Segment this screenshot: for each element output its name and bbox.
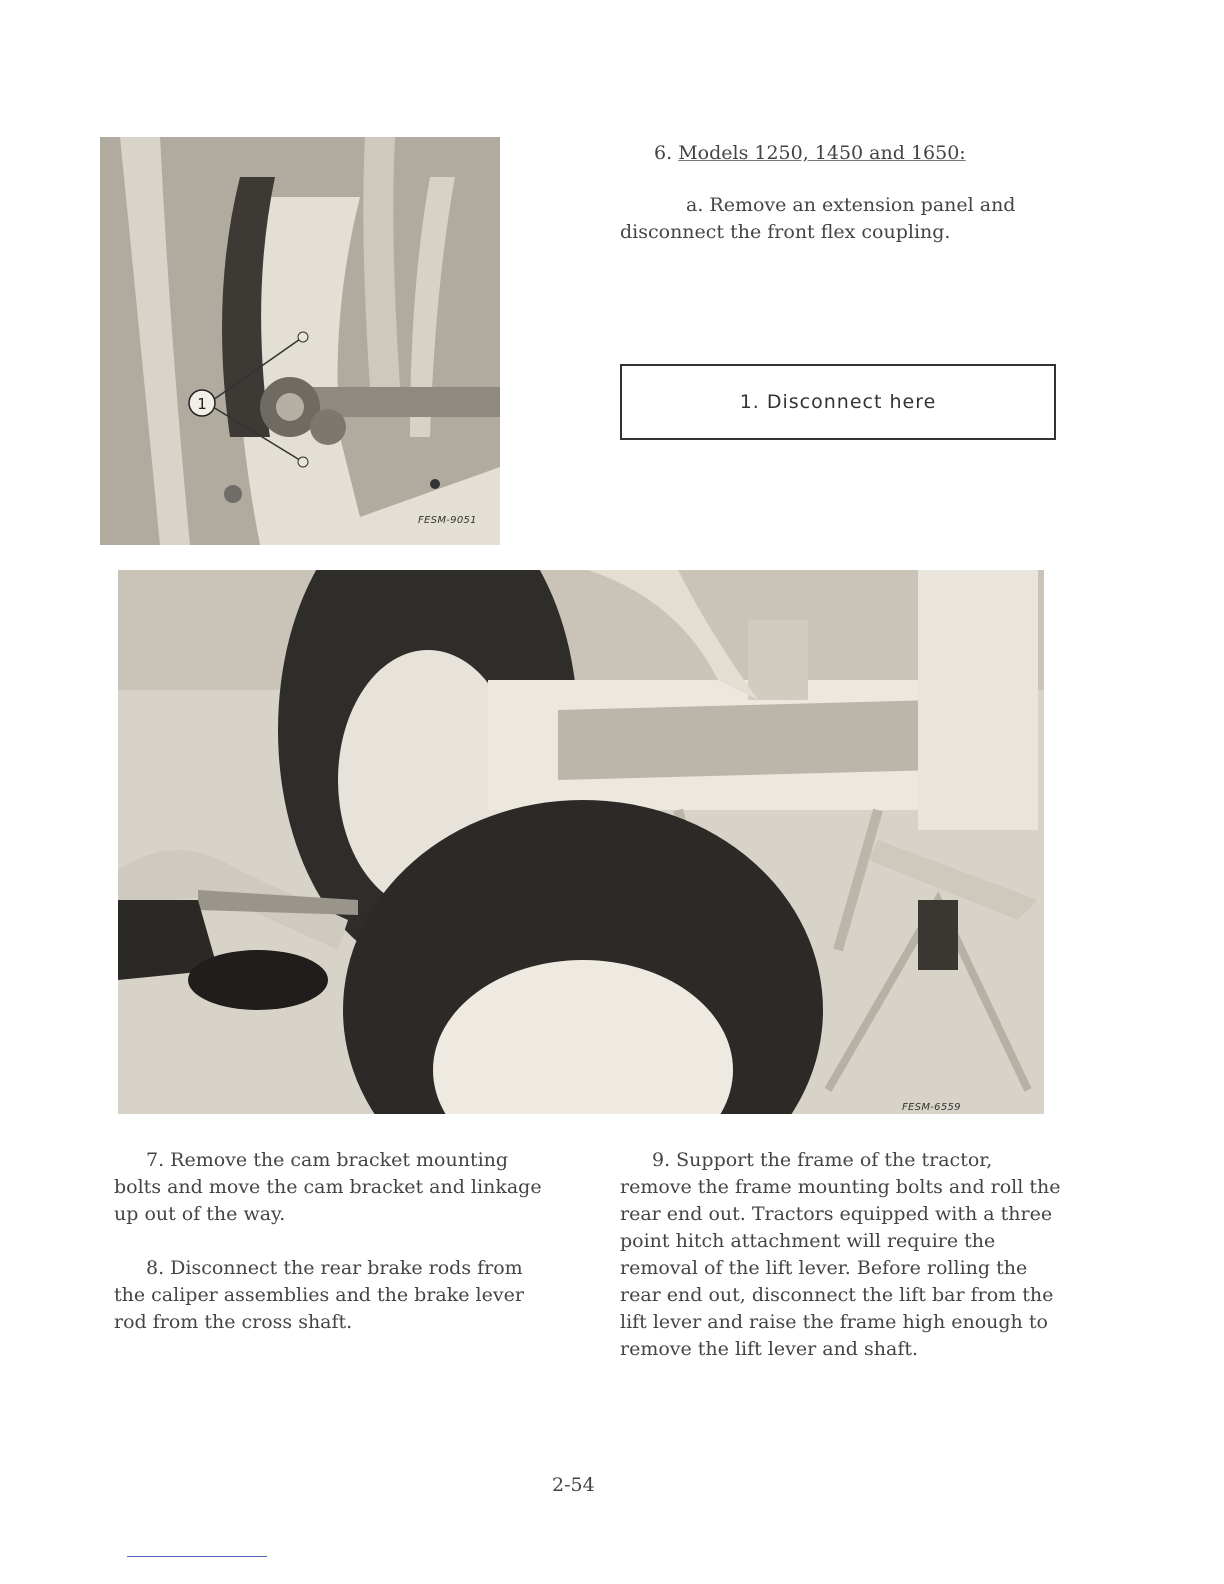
step-8 xyxy=(114,1255,524,1336)
callout-box xyxy=(620,364,1056,440)
figure-2-illustration xyxy=(118,570,1044,1114)
step-7-text: 7. Remove the cam bracket mounting bolts and move the cam bracket and linkage up out of the way. xyxy=(114,1149,542,1225)
figure-1-photo xyxy=(100,137,500,545)
callout-box-text: 1. Disconnect here xyxy=(739,391,937,413)
footer-rule xyxy=(127,1556,267,1557)
step-6-number: 6. xyxy=(654,142,673,164)
step-8-text: 8. Disconnect the rear brake rods from the caliper assemblies and the brake lever rod from the cross shaft. xyxy=(114,1257,524,1333)
figure-2-label: FESM-6559 xyxy=(902,1102,961,1113)
step-6-sub-a: a. Remove an extension panel and disconnect the front flex coupling. xyxy=(620,194,1016,243)
figure-1-label: FESM-9051 xyxy=(418,515,477,526)
figure-2-photo xyxy=(118,570,1044,1114)
step-6-heading: Models 1250, 1450 and 1650: xyxy=(678,142,966,164)
step-9-text: 9. Support the frame of the tractor, remove the frame mounting bolts and roll the rear end out. Tractors equipped with a three point hitch attachment will require the removal of the lift lever. Before rolling the rear end out, disconnect the lift bar from the lift lever and raise the frame high enough to remove the lift lever and shaft. xyxy=(620,1149,1061,1360)
callout-number: 1 xyxy=(197,395,207,413)
figure-1-illustration xyxy=(100,137,500,545)
step-7 xyxy=(114,1147,554,1228)
step-6 xyxy=(620,140,1060,246)
step-9 xyxy=(620,1147,1070,1363)
page-number: 2-54 xyxy=(552,1474,595,1496)
